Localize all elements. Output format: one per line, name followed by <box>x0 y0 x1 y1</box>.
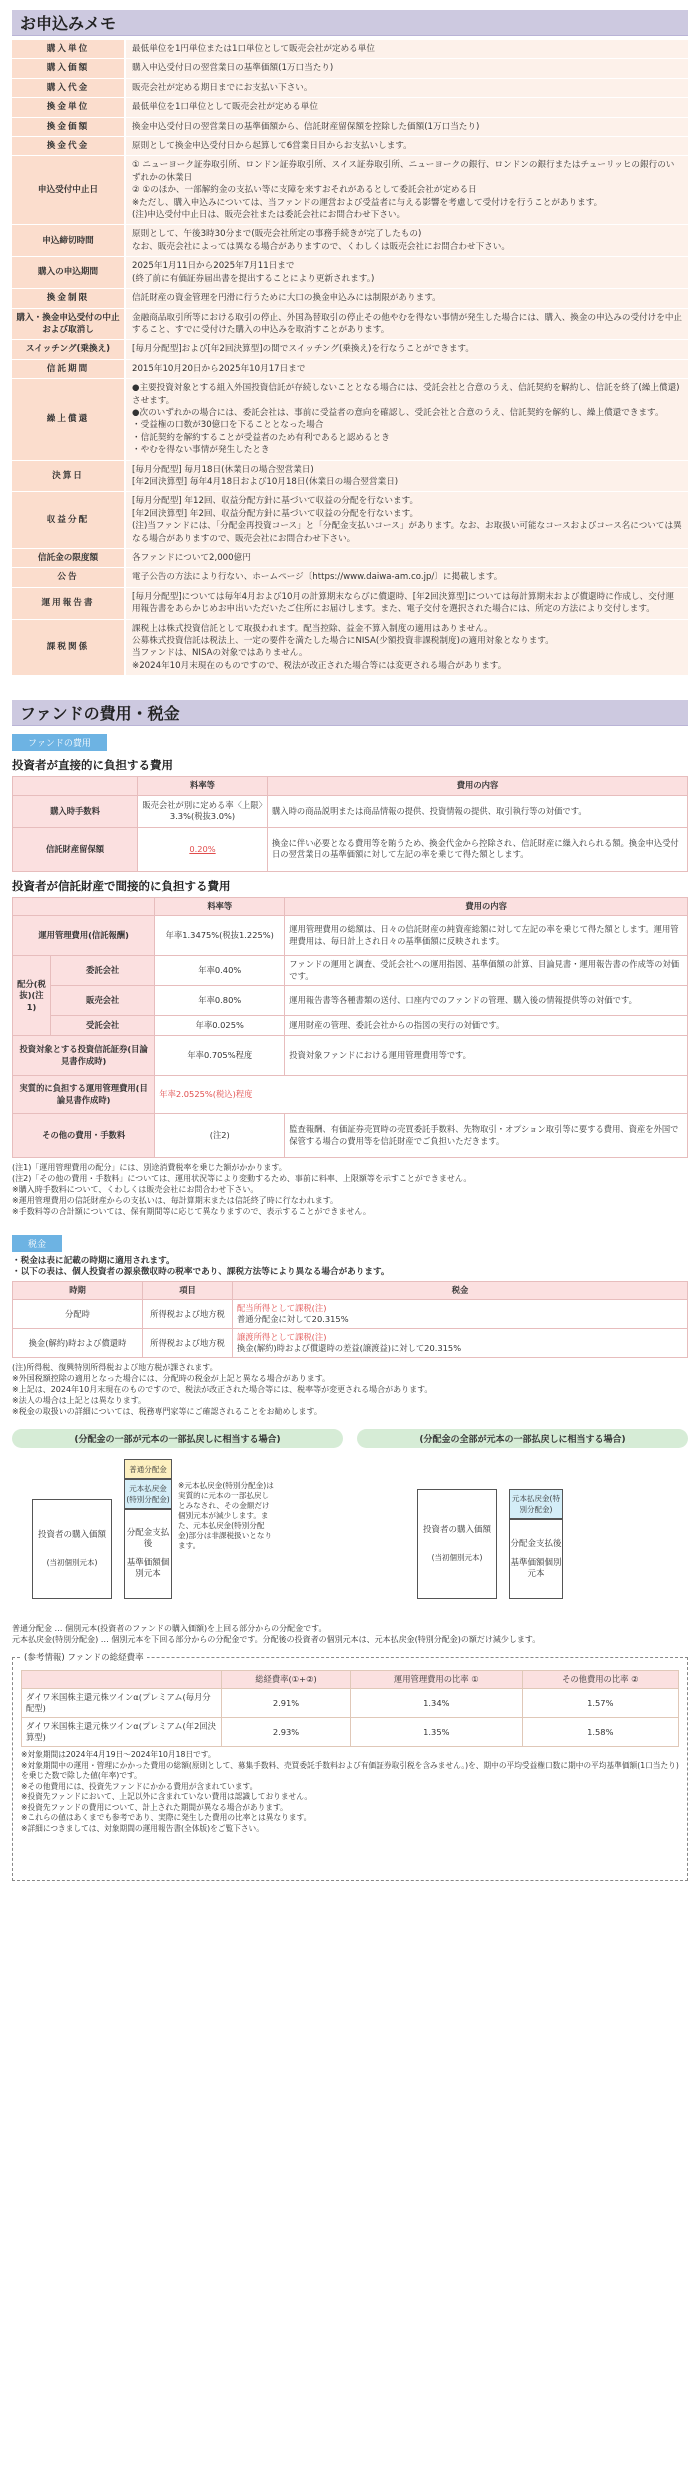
alloc-item-label: 委託会社 <box>51 956 155 986</box>
memo-row <box>12 492 688 549</box>
memo-label: 購入代金 <box>12 78 125 97</box>
memo-label: 運用報告書 <box>12 587 125 619</box>
tax-intro <box>12 1256 688 1278</box>
memo-row <box>12 587 688 619</box>
tax-note: ※外国税額控除の適用となった場合には、分配時の税金が上記と異なる場合があります。 <box>12 1374 331 1384</box>
ref-note: ※対象期間は2024年4月19日～2024年10月18日です。 <box>21 1750 216 1760</box>
ref-note: ※投資先ファンドの費用について、計上された期間が異なる場合があります。 <box>21 1802 288 1812</box>
memo-row <box>12 78 688 97</box>
indirect-fee-table <box>12 897 688 1159</box>
definition-ordinary: 普通分配金 … 個別元本(投資者のファンドの購入価額)を上回る部分からの分配金です。 <box>12 1624 327 1634</box>
ref-total: 2.91% <box>222 1689 351 1718</box>
memo-label: 信託期間 <box>12 359 125 378</box>
memo-label: 購入価額 <box>12 59 125 78</box>
target-content: 投資対象ファンドにおける運用管理費用等です。 <box>285 1036 688 1076</box>
tax-rate: 換金(解約)時および償還時の差益(譲渡益)に対して20.315% <box>237 1343 462 1354</box>
memo-value: 換金申込受付日の翌営業日の基準価額から、信託財産留保額を控除した価額(1万口当たり) <box>125 117 688 136</box>
memo-label: 収益分配 <box>12 492 125 549</box>
tax-item: 所得税および地方税 <box>143 1329 233 1358</box>
tax-header: 項目 <box>143 1282 233 1300</box>
memo-label: 換金価額 <box>12 117 125 136</box>
col-content: 費用の内容 <box>285 897 688 916</box>
refund-note: ※元本払戻金(特別分配金)は実質的に元本の一部払戻しとみなされ、その金額だけ個別元本が減少します。また、元本払戻金(特別分配金)部分は非課税扱いとなります。 <box>178 1481 274 1551</box>
tax-note: ※上記は、2024年10月末現在のものですので、税法が改正された場合等には、税率等が変更される場合があります。 <box>12 1385 433 1395</box>
memo-value: 販売会社が定める期日までにお支払い下さい。 <box>125 78 688 97</box>
refund-label: 元本払戻金(特別分配金) <box>126 1484 170 1505</box>
diagram-definitions <box>12 1623 688 1645</box>
cost-label: 投資者の購入価額 <box>37 1530 106 1541</box>
ref-total: 2.93% <box>222 1718 351 1747</box>
ordinary-label: 普通分配金 <box>129 1464 167 1474</box>
tax-intro-line: ・税金は表に記載の時期に適用されます。 <box>12 1256 175 1267</box>
diagram-right <box>357 1429 688 1619</box>
ordinary-box <box>124 1459 172 1479</box>
tax-intro-line: ・以下の表は、個人投資者の源泉徴収時の税率であり、課税方法等により異なる場合があります。 <box>12 1267 390 1278</box>
col-rate: 料率等 <box>155 897 285 916</box>
memo-row <box>12 460 688 492</box>
memo-value: 原則として、午後3時30分まで(販売会社所定の事務手続きが完了したもの) なお、販売会社によっては異なる場合がありますので、くわしくは販売会社にお問合わせ下さい。 <box>125 225 688 257</box>
direct-fee-heading: 投資者が直接的に負担する費用 <box>12 758 173 773</box>
fee-note: ※運用管理費用の信託財産からの支払いは、毎計算期末または信託終了時に行なわれます。 <box>12 1196 339 1206</box>
distribution-diagram <box>12 1429 688 1619</box>
alloc-item-content: ファンドの運用と調査、受託会社への運用指図、基準価額の計算、目論見書・運用報告書の作成等の対価です。 <box>285 956 688 986</box>
memo-value: ① ニューヨーク証券取引所、ロンドン証券取引所、スイス証券取引所、ニューヨークの銀行、ロンドンの銀行またはチューリッヒの銀行のいずれかの休業日 ② ①のほか、一部解約金の支払い等に支障を来すおそれがあるとして委託会社が定める日 ※ただし、購入申込みについては、当ファンドの運営および受益者に与える影響を考慮して受付けを行うことがあります。 (注)申込受付中止日は、販売会社または委託会社にお問合わせ下さい。 <box>125 156 688 225</box>
memo-label: 申込締切時間 <box>12 225 125 257</box>
memo-row <box>12 308 688 340</box>
expense-ratio-table <box>21 1670 679 1747</box>
other-fee-rate: (注2) <box>155 1114 285 1158</box>
col-rate: 料率等 <box>138 777 268 796</box>
target-label: 投資対象とする投資信託証券(目論見書作成時) <box>13 1036 155 1076</box>
memo-table <box>12 40 688 676</box>
memo-label: 信託金の限度額 <box>12 549 125 568</box>
fee-note: ※購入時手数料について、くわしくは販売会社にお問合わせ下さい。 <box>12 1185 259 1195</box>
memo-row <box>12 137 688 156</box>
tax-type: 譲渡所得として課税(注) <box>237 1332 327 1343</box>
ref-header: 総経費率(①+②) <box>222 1671 351 1689</box>
tax-note: ※法人の場合は上記とは異なります。 <box>12 1396 147 1406</box>
memo-row <box>12 156 688 225</box>
ref-note: ※詳細につきましては、対象期間の運用報告書(全体版)をご覧下さい。 <box>21 1823 264 1833</box>
mgmt-rate: 年率1.3475%(税抜1.225%) <box>155 916 285 956</box>
memo-row <box>12 225 688 257</box>
direct-label: 信託財産留保額 <box>13 827 138 871</box>
ref-notes <box>21 1750 679 1834</box>
memo-row <box>12 340 688 359</box>
memo-label: 公告 <box>12 568 125 587</box>
diagram-left <box>12 1429 343 1619</box>
direct-fee-table <box>12 776 688 872</box>
memo-label: 購入・換金申込受付の中止および取消し <box>12 308 125 340</box>
ref-fund-name: ダイワ米国株主還元株ツインα(プレミアム(毎月分配型) <box>22 1689 222 1718</box>
tax-timing: 換金(解約)時および償還時 <box>13 1329 143 1358</box>
memo-label: スイッチング(乗換え) <box>12 340 125 359</box>
diagram-right-title: (分配金の全部が元本の一部払戻しに相当する場合) <box>357 1429 688 1448</box>
other-fee-content: 監査報酬、有価証券売買時の売買委託手数料、先物取引・オプション取引等に要する費用、資産を外国で保管する場合の費用等を信託財産でご負担いただきます。 <box>285 1114 688 1158</box>
tax-header: 税金 <box>233 1282 688 1300</box>
alloc-item-rate: 年率0.025% <box>155 1016 285 1036</box>
direct-content: 購入時の商品説明または商品情報の提供、投資情報の提供、取引執行等の対価です。 <box>268 795 688 827</box>
ref-header <box>22 1671 222 1689</box>
refund-label: 元本払戻金(特別分配金) <box>512 1494 560 1515</box>
memo-value: 金融商品取引所等における取引の停止、外国為替取引の停止その他やむを得ない事情が発生した場合には、購入、換金の申込みの受付けを中止すること、すでに受付けた購入の申込みを取消すことがあります。 <box>125 308 688 340</box>
memo-value: 各ファンドについて2,000億円 <box>125 549 688 568</box>
effective-rate: 年率2.0525%(税込)程度 <box>155 1076 688 1114</box>
memo-row <box>12 257 688 289</box>
memo-value: 課税上は株式投資信託として取扱われます。配当控除、益金不算入制度の適用はありません。 公募株式投資信託は税法上、一定の要件を満たした場合にNISA(少額投資非課税制度)の適用対象となります。 当ファンドは、NISAの対象ではありません。 ※2024年10月末現在のものですので、税法が改正された場合等には変更される場合があります。 <box>125 619 688 676</box>
tax-note: ※税金の取扱いの詳細については、税務専門家等にご確認されることをお勧めします。 <box>12 1407 322 1417</box>
memo-value: 信託財産の資金管理を円滑に行うために大口の換金申込みには制限があります。 <box>125 289 688 308</box>
memo-label: 換金制限 <box>12 289 125 308</box>
cost-sub-label: (当初個別元本) <box>46 1558 98 1568</box>
memo-row <box>12 59 688 78</box>
definition-refund: 元本払戻金(特別分配金) … 個別元本を下回る部分からの分配金です。分配後の投資者の個別元本は、元本払戻金(特別分配金)の額だけ減少します。 <box>12 1635 541 1645</box>
direct-content: 換金に伴い必要となる費用等を賄うため、換金代金から控除され、信託財産に繰入れられる額。換金申込受付日の翌営業日の基準価額に対して左記の率を乗じて得た額とします。 <box>268 827 688 871</box>
memo-value: 2025年1月11日から2025年7月11日まで (終了前に有価証券届出書を提出することにより更新されます。) <box>125 257 688 289</box>
tax-header: 時期 <box>13 1282 143 1300</box>
after-box <box>509 1519 563 1599</box>
memo-value: [毎月分配型] 年12回、収益分配方針に基づいて収益の分配を行ないます。 [年2回決算型] 年2回、収益分配方針に基づいて収益の分配を行ないます。 (注)当ファンドには、「分配金再投資コース」と「分配金支払いコース」があります。なお、お取扱い可能なコースおよびコース名については異なる場合がありますので、販売会社にお問合わせ下さい。 <box>125 492 688 549</box>
indirect-fee-heading: 投資者が信託財産で間接的に負担する費用 <box>12 878 231 893</box>
alloc-item-label: 受託会社 <box>51 1016 155 1036</box>
ref-note: ※これらの値はあくまでも参考であり、実際に発生した費用の比率とは異なります。 <box>21 1813 312 1823</box>
memo-value: 2015年10月20日から2025年10月17日まで <box>125 359 688 378</box>
cost-sub-label: (当初個別元本) <box>431 1553 483 1563</box>
fees-title: ファンドの費用・税金 <box>12 700 688 726</box>
memo-value: 最低単位を1口単位として販売会社が定める単位 <box>125 98 688 117</box>
alloc-item-label: 販売会社 <box>51 986 155 1016</box>
base-label: 基準価額個別元本 <box>126 1558 170 1580</box>
alloc-item-rate: 年率0.80% <box>155 986 285 1016</box>
purchase-price-box <box>417 1489 497 1599</box>
tax-badge: 税金 <box>12 1235 62 1252</box>
direct-rate: 販売会社が別に定める率〈上限〉3.3%(税抜3.0%) <box>138 795 268 827</box>
col-content: 費用の内容 <box>268 777 688 796</box>
memo-row <box>12 379 688 460</box>
ref-mgmt: 1.34% <box>351 1689 523 1718</box>
other-fee-label: その他の費用・手数料 <box>13 1114 155 1158</box>
alloc-item-rate: 年率0.40% <box>155 956 285 986</box>
memo-row <box>12 117 688 136</box>
memo-title: お申込みメモ <box>12 10 688 36</box>
fee-notes <box>12 1162 688 1217</box>
memo-label: 決算日 <box>12 460 125 492</box>
memo-label: 換金代金 <box>12 137 125 156</box>
refund-box <box>124 1479 172 1509</box>
tax-table <box>12 1281 688 1358</box>
memo-value: [毎月分配型]および[年2回決算型]の間でスイッチング(乗換え)を行なうことができます。 <box>125 340 688 359</box>
tax-type: 配当所得として課税(注) <box>237 1303 327 1314</box>
cost-label: 投資者の購入価額 <box>422 1525 491 1536</box>
fees-badge: ファンドの費用 <box>12 734 107 751</box>
memo-value: ●主要投資対象とする組入外国投資信託が存続しないこととなる場合には、受託会社と合意のうえ、信託契約を解約し、信託を終了(繰上償還)させます。 ●次のいずれかの場合には、委託会社は、事前に受益者の意向を確認し、受託会社と合意のうえ、信託契約を解約し、繰上償還できます。 ・受益権の口数が30億口を下ることとなった場合 ・信託契約を解約することが受益者のため有利であると認めるとき ・やむを得ない事情が発生したとき <box>125 379 688 460</box>
fee-note: ※手数料等の合計額については、保有期間等に応じて異なりますので、表示することができません。 <box>12 1207 371 1217</box>
ref-mgmt: 1.35% <box>351 1718 523 1747</box>
tax-notes <box>12 1362 688 1417</box>
diagram-left-title: (分配金の一部が元本の一部払戻しに相当する場合) <box>12 1429 343 1448</box>
direct-rate: 0.20% <box>138 827 268 871</box>
memo-row <box>12 549 688 568</box>
ref-fund-name: ダイワ米国株主還元株ツインα(プレミアム(年2回決算型) <box>22 1718 222 1747</box>
memo-value: [毎月分配型]については毎年4月および10月の計算期末ならびに償還時、[年2回決算型]については毎計算期末および償還時に作成し、交付運用報告書をあらかじめお申出いただいたご住所にお届けします。また、電子交付を選択された場合には、所定の方法により交付します。 <box>125 587 688 619</box>
memo-value: [毎月分配型] 毎月18日(休業日の場合翌営業日) [年2回決算型] 毎年4月18日および10月18日(休業日の場合翌営業日) <box>125 460 688 492</box>
alloc-label: 配分(税抜)(注1) <box>13 956 51 1036</box>
base-label: 基準価額個別元本 <box>510 1557 562 1579</box>
memo-value: 購入申込受付日の翌営業日の基準価額(1万口当たり) <box>125 59 688 78</box>
after-box <box>124 1509 172 1599</box>
memo-label: 購入単位 <box>12 40 125 59</box>
memo-row <box>12 568 688 587</box>
fee-note: (注1)「運用管理費用の配分」には、別途消費税率を乗じた額がかかります。 <box>12 1163 287 1173</box>
memo-row <box>12 359 688 378</box>
ref-note: ※その他費用には、投資先ファンドにかかる費用が含まれています。 <box>21 1781 258 1791</box>
memo-label: 申込受付中止日 <box>12 156 125 225</box>
memo-row <box>12 289 688 308</box>
memo-value: 電子公告の方法により行ない、ホームページ〔https://www.daiwa-am.co.jp/〕に掲載します。 <box>125 568 688 587</box>
ref-other: 1.57% <box>522 1689 678 1718</box>
fee-note: (注2)「その他の費用・手数料」については、運用状況等により変動するため、事前に料率、上限額等を示すことができません。 <box>12 1174 472 1184</box>
effective-label: 実質的に負担する運用管理費用(目論見書作成時) <box>13 1076 155 1114</box>
mgmt-content: 運用管理費用の総額は、日々の信託財産の純資産総額に対して左記の率を乗じて得た額とします。運用管理費用は、毎日計上され日々の基準価額に反映されます。 <box>285 916 688 956</box>
ref-header: その他費用の比率 ② <box>522 1671 678 1689</box>
direct-label: 購入時手数料 <box>13 795 138 827</box>
memo-value: 最低単位を1円単位または1口単位として販売会社が定める単位 <box>125 40 688 59</box>
memo-label: 課税関係 <box>12 619 125 676</box>
purchase-price-box <box>32 1499 112 1599</box>
tax-note: (注)所得税、復興特別所得税および地方税が課されます。 <box>12 1363 218 1373</box>
tax-item: 所得税および地方税 <box>143 1300 233 1329</box>
memo-label: 換金単位 <box>12 98 125 117</box>
expense-ratio-title: (参考情報) ファンドの総経費率 <box>21 1651 147 1663</box>
alloc-item-content: 運用報告書等各種書類の送付、口座内でのファンドの管理、購入後の情報提供等の対価です。 <box>285 986 688 1016</box>
ref-other: 1.58% <box>522 1718 678 1747</box>
ref-note: ※対象期間中の運用・管理にかかった費用の総額(原則として、募集手数料、売買委託手数料および有価証券取引税を含みません。)を、期中の平均受益権口数に期中の平均基準価額(1口当たり)を乗じた数で除した値(年率)です。 <box>21 1760 679 1781</box>
memo-label: 繰上償還 <box>12 379 125 460</box>
memo-row <box>12 40 688 59</box>
ref-header: 運用管理費用の比率 ① <box>351 1671 523 1689</box>
expense-ratio-box <box>12 1653 688 1881</box>
alloc-item-content: 運用財産の管理、委託会社からの指図の実行の対価です。 <box>285 1016 688 1036</box>
memo-row <box>12 98 688 117</box>
refund-box <box>509 1489 563 1519</box>
after-label: 分配金支払後 <box>126 1528 170 1550</box>
ref-note: ※投資先ファンドにおいて、上記以外に含まれていない費用は認識しておりません。 <box>21 1792 313 1802</box>
tax-rate: 普通分配金に対して20.315% <box>237 1314 349 1325</box>
memo-value: 原則として換金申込受付日から起算して6営業日目からお支払いします。 <box>125 137 688 156</box>
mgmt-label: 運用管理費用(信託報酬) <box>13 916 155 956</box>
memo-row <box>12 619 688 676</box>
after-label: 分配金支払後 <box>510 1538 562 1549</box>
memo-label: 購入の申込期間 <box>12 257 125 289</box>
target-rate: 年率0.705%程度 <box>155 1036 285 1076</box>
tax-timing: 分配時 <box>13 1300 143 1329</box>
